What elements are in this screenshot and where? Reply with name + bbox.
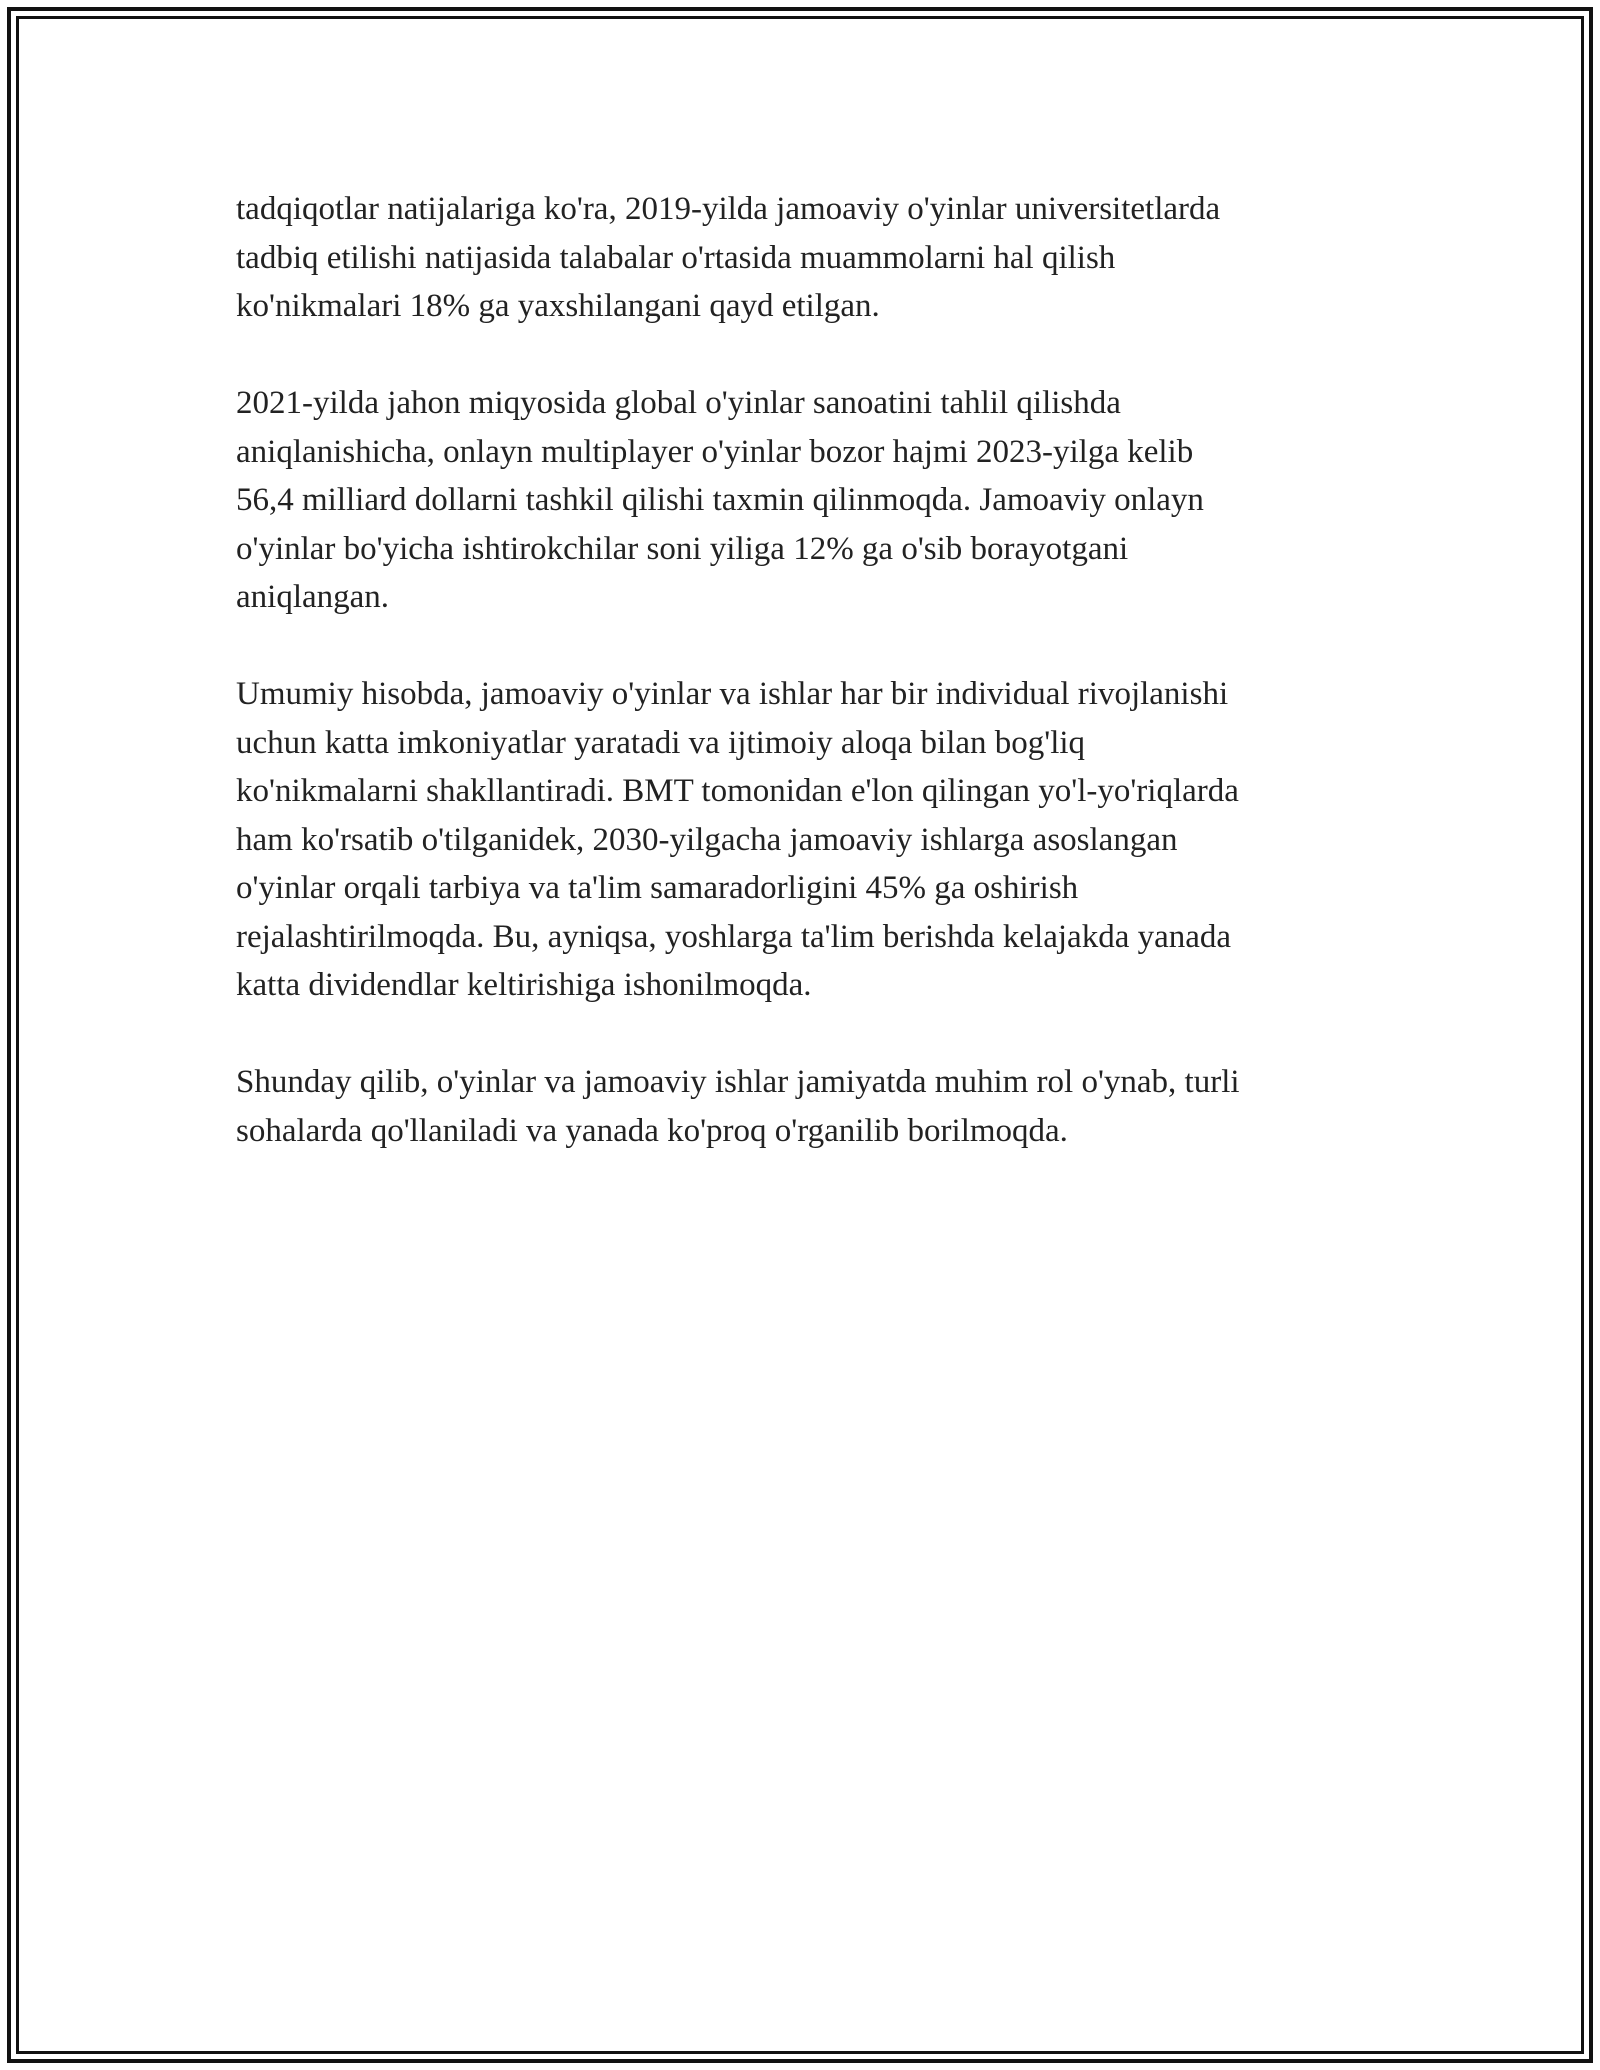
paragraph-2: 2021-yilda jahon miqyosida global o'yinlar sanoatini tahlil qilishda aniqlanishicha, onlayn multiplayer o'yinlar bozor hajmi 2023-yilga kelib 56,4 milliard dollarni tashkil qilishi taxmin qilinmoqda. Jamoaviy onlayn o'yinlar bo'yicha ishtirokchilar soni yiliga 12% ga o'sib borayotgani aniqlangan. bbox=[236, 385, 1204, 615]
paragraph-1: tadqiqotlar natijalariga ko'ra, 2019-yilda jamoaviy o'yinlar universitetlarda tadbiq etilishi natijasida talabalar o'rtasida muammolarni hal qilish ko'nikmalari 18% ga yaxshilangani qayd etilgan. bbox=[236, 191, 1221, 324]
paragraph-4: Shunday qilib, o'yinlar va jamoaviy ishlar jamiyatda muhim rol o'ynab, turli sohalarda qo'llaniladi va yanada ko'proq o'rganilib borilmoqda. bbox=[236, 1064, 1240, 1149]
paragraph-3: Umumiy hisobda, jamoaviy o'yinlar va ishlar har bir individual rivojlanishi uchun katta imkoniyatlar yaratadi va ijtimoiy aloqa bilan bog'liq ko'nikmalarni shakllantiradi. BMT tomonidan e'lon qilingan yo'l-yo'riqlarda ham ko'rsatib o'tilganidek, 2030-yilgacha jamoaviy ishlarga asoslangan o'yinlar orqali tarbiya va ta'lim samaradorligini 45% ga oshirish rejalashtirilmoqda. Bu, ayniqsa, yoshlarga ta'lim berishda kelajakda yanada katta dividendlar keltirishiga ishonilmoqda. bbox=[236, 676, 1239, 1003]
document-body bbox=[236, 185, 1366, 1204]
